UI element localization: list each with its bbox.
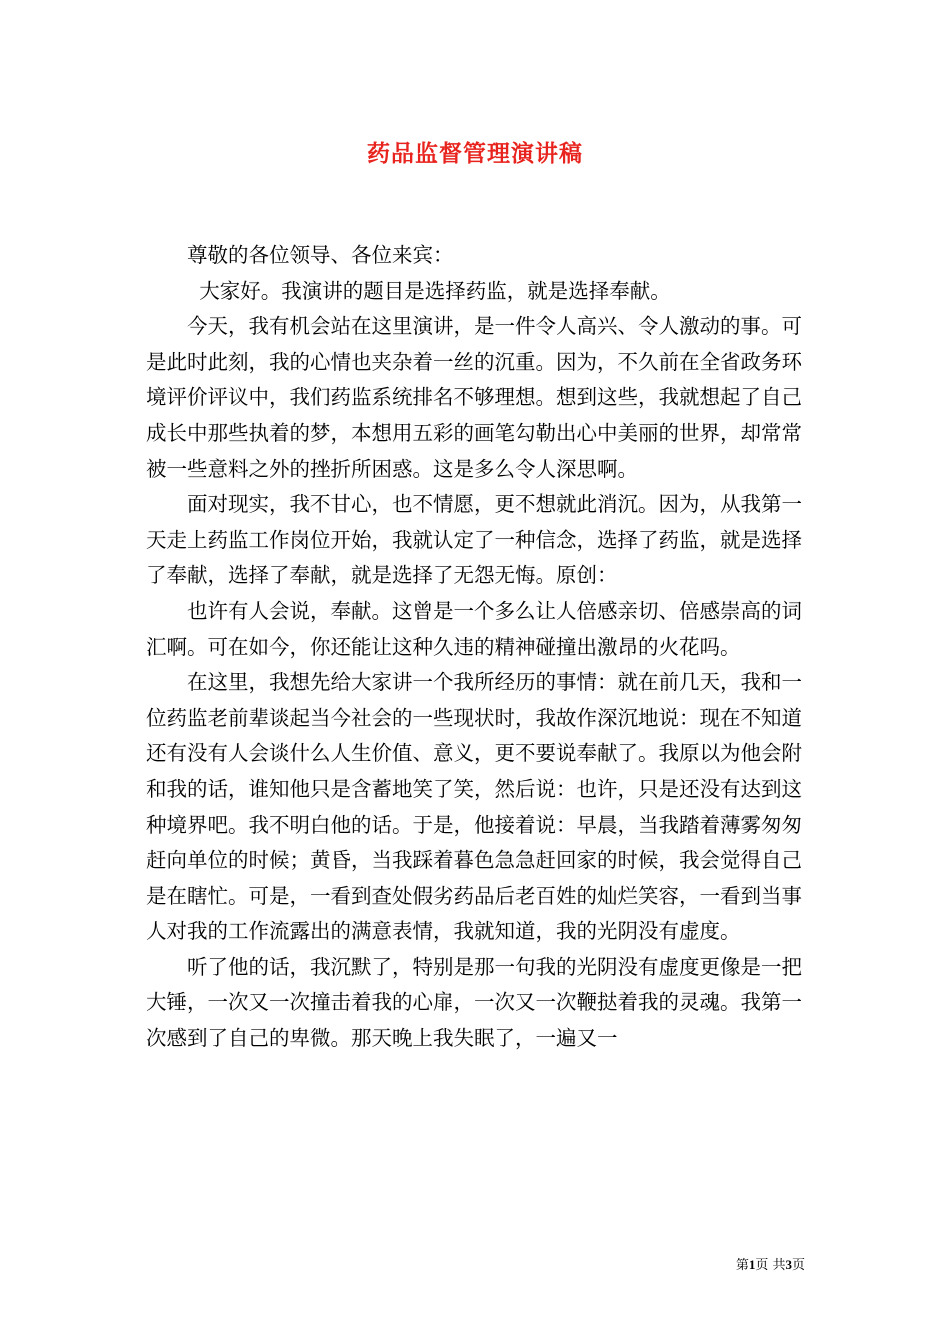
paragraph-salutation: 尊敬的各位领导、各位来宾： [187, 243, 454, 267]
document-body [146, 238, 802, 1057]
current-page-number: 1 [748, 1257, 756, 1272]
paragraph: 在这里，我想先给大家讲一个我所经历的事情：就在前几天，我和一位药监老前辈谈起当今社会的一些现状时，我故作深沉地说：现在不知道还有没有人会谈什么人生价值、意义，更不要说奉献了。我原以为他会附和我的话，谁知他只是含蓄地笑了笑，然后说：也许，只是还没有达到这种境界吧。我不明白他的话。于是，他接着说：早晨，当我踏着薄雾匆匆赶向单位的时候；黄昏，当我踩着暮色急急赶回家的时候，我会觉得自己是在瞎忙。可是，一看到查处假劣药品后老百姓的灿烂笑容，一看到当事人对我的工作流露出的满意表情，我就知道，我的光阴没有虚度。 [146, 670, 802, 944]
page-number-footer [736, 1254, 805, 1273]
paragraph: 今天，我有机会站在这里演讲，是一件令人高兴、令人激动的事。可是此时此刻，我的心情也夹杂着一丝的沉重。因为，不久前在全省政务环境评价评议中，我们药监系统排名不够理想。想到这些，我就想起了自己成长中那些执着的梦，本想用五彩的画笔勾勒出心中美丽的世界，却常常被一些意料之外的挫折所困惑。这是多么令人深思啊。 [146, 314, 802, 481]
footer-prefix: 第 [735, 1258, 749, 1273]
paragraph: 听了他的话，我沉默了，特别是那一句我的光阴没有虚度更像是一把大锤，一次又一次撞击着我的心扉，一次又一次鞭挞着我的灵魂。我第一次感到了自己的卑微。那天晚上我失眠了，一遍又一 [146, 954, 802, 1051]
paragraph-greeting: 大家好。我演讲的题目是选择药监，就是选择奉献。 [199, 278, 671, 303]
page-title: 药品监督管理演讲稿 [367, 140, 583, 167]
paragraph: 也许有人会说，奉献。这曾是一个多么让人倍感亲切、倍感崇高的词汇啊。可在如今，你还能让这种久违的精神碰撞出激昂的火花吗。 [146, 598, 802, 659]
paragraph: 面对现实，我不甘心，也不情愿，更不想就此消沉。因为，从我第一天走上药监工作岗位开始，我就认定了一种信念，选择了药监，就是选择了奉献，选择了奉献，就是选择了无怨无悔。原创： [146, 492, 802, 588]
footer-suffix: 页 [791, 1258, 805, 1273]
total-page-count: 3 [785, 1257, 792, 1272]
footer-middle: 页 共 [755, 1258, 786, 1273]
